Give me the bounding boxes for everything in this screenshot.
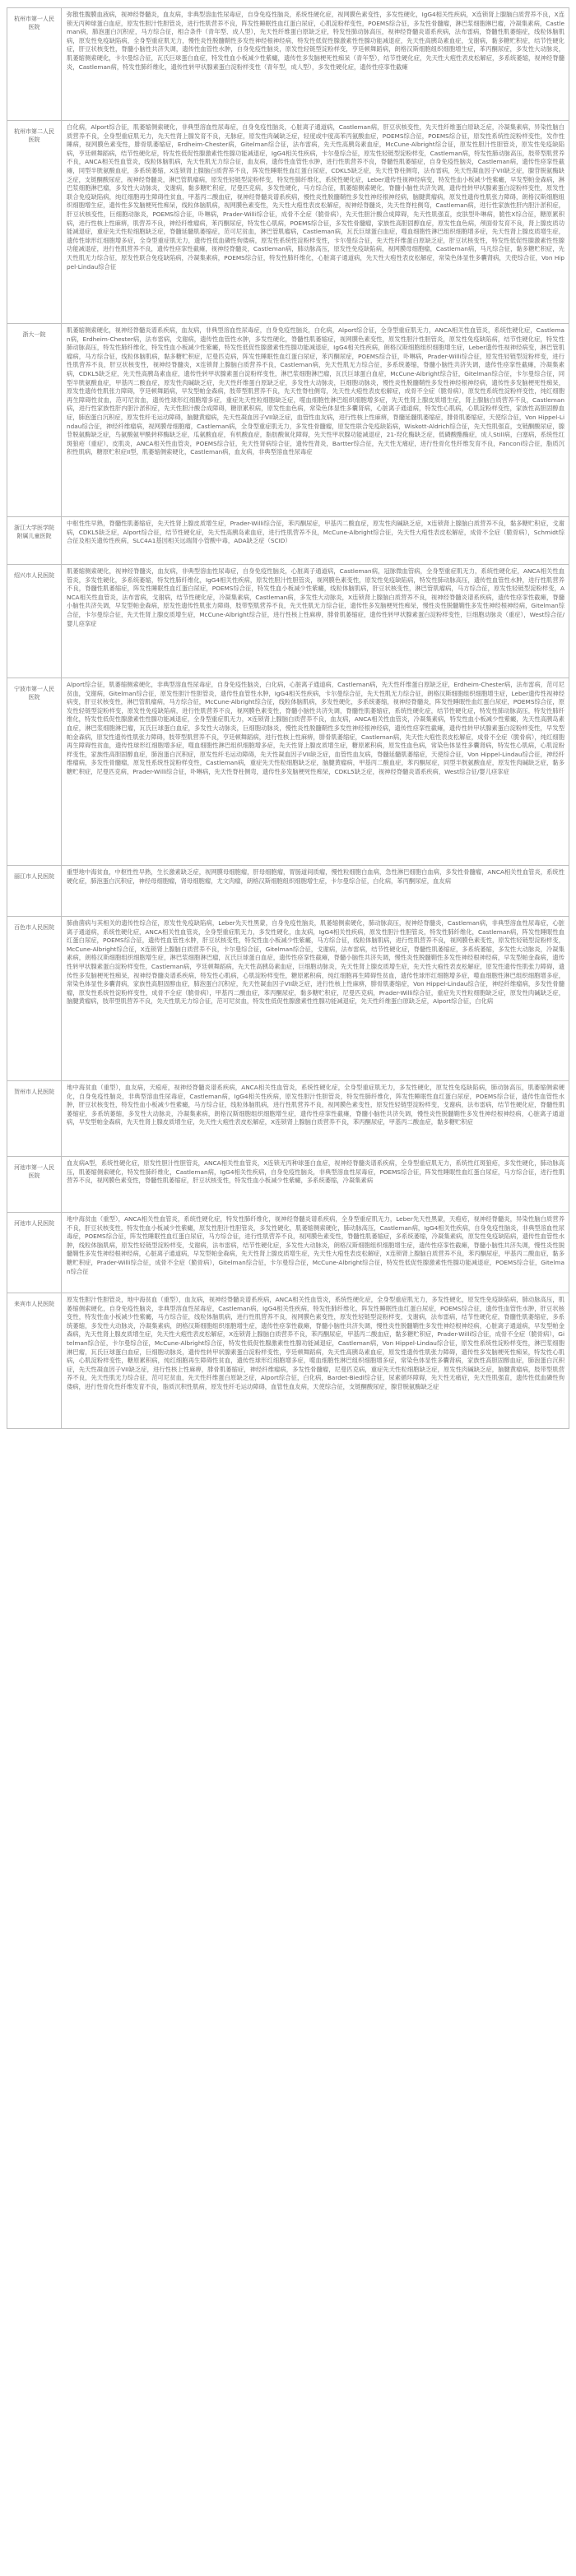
table-row — [7, 565, 569, 678]
table-row — [7, 1081, 569, 1157]
table-row — [7, 1213, 569, 1293]
disease-list: 地中海贫血（重型），血友病，天疱疮，视神经脊髓炎谱系疾病，ANCA相关性血管炎，系统性硬化症，全身型重症肌无力，多发性硬化，原发性免疫缺陷病，肺动脉高压，肌萎缩侧索硬化，自身免疫性脑炎，非典型溶血性尿毒症，Castleman病，IgG4相关性疾病，原发性胆汁性胆管炎，特发性肺纤维化，阵发性睡眠性血红蛋白尿症，POEMS综合征，遗传性血管性水肿，肝豆状核变性，特发性血小板减少性紫癜，马方综合征，线粒体脑肌病，进行性肌营养不良，视网膜色素变性，原发性轻链型淀粉样变，戈谢病，法布雷病，结节性硬化症，脊髓性肌萎缩症，多系统萎缩，多发性大动脉炎，冷凝集素病，朗格汉斯细胞组织细胞增生症，遗传性痉挛性截瘫，脊髓小脑性共济失调，慢性炎性脱髓鞘性多发性神经根神经病，心脏离子通道病，早发型帕金森病，先天性肾上腺皮质增生症，先天性大疱性表皮松解症，X连锁肾上腺脑白质营养不良，苯丙酮尿症，甲基丙二酸血症，黏多糖贮积症 — [62, 1081, 569, 1157]
table-row — [7, 517, 569, 565]
table-row — [7, 121, 569, 324]
hospital-name: 贺州市人民医院 — [7, 1081, 62, 1157]
hospital-name: 浙大一院 — [7, 324, 62, 517]
hospital-name: 杭州市第一人民医院 — [7, 8, 62, 121]
disease-list: 白化病，Alport综合征，肌萎缩侧索硬化，非典型溶血性尿毒症，自身免疫性脑炎，心脏离子通道病，Castleman病，肝豆状核变性，先天性纤维蛋白原缺乏症，冷凝集素病，异染性脑白质营养不良，全身型重症肌无力，先天性肾上腺发育不良，无脉症，原发性肉碱缺乏症，轻度或中度高苯丙氨酸血症，POEMS综合征，POEMS综合征，原发性系统性淀粉样变性，发作性睡病，视网膜色素变性，腓骨肌萎缩症，Erdheim-Chester病，Gitelman综合征，法布雷病，先天性高胰岛素血症，McCune-Albright综合征，原发性胆汁性胆管炎，原发性免疫缺陷病，亨廷顿舞蹈病，结节性硬化症，特发性低促性腺激素性性腺功能减退症，IgG4相关性疾病，卡尔曼综合征，原发性轻链型淀粉样变，Castleman病，特发性肺动脉高压，肢带型肌营养不良，ANCA相关性血管炎，线粒体脑肌病，先天性肌无力综合征，血友病，遗传性血管性水肿，进行性肌营养不良，脊髓性肌萎缩症，自身免疫性脑炎，Castleman病，遗传性痉挛性截瘫，同型半胱氨酸血症，多系统萎缩，X连锁肾上腺脑白质营养不良，阵发性睡眠性血红蛋白尿症，CDKL5缺乏症，先天性脊柱侧弯，法布雷病，先天性凝血因子VII缺乏症，腺苷脱氨酶缺乏症，支链酮酸尿症，视神经脊髓炎，淋巴管肌瘤病，原发性轻链型淀粉样变，特发性肺纤维化，系统性硬化症，Leber遗传性视神经病变，特发性血小板减少性紫癜，早发型帕金森病，淋巴浆细胞淋巴瘤，多发性大动脉炎，戈谢病，黏多糖贮积症，尼曼匹克病，多发性硬化，马方综合征，肌萎缩侧索硬化，脊髓小脑性共济失调，遗传性转甲状腺素蛋白淀粉样变性，原发性联合免疫缺陷病，纯红细胞再生障碍性贫血，甲基丙二酸血症，视神经脊髓炎谱系疾病，慢性炎性脱髓鞘性多发性神经根神经病，脑腱黄瘤病，原发性遗传性肌张力障碍，朗格汉斯细胞组织细胞增生症，遗传性多发脑梗死性痴呆，线粒体脑肌病，视网膜色素变性，先天性大疱性表皮松解症，视神经脊髓炎，先天性脊柱侧弯，Castleman病，进行性家族性肝内胆汁淤积症，肝豆状核变性，巨细胞动脉炎，POEMS综合征，卟啉病，Prader-Willi综合征，成骨不全症（脆骨病），先天性胆汁酸合成障碍，先天性肌强直，皮肤型卟啉病，脆性X综合征，糖原累积病，进行性核上性麻痹，肌营养不良，神经纤维瘤病，苯丙酮尿症，特发性心肌病，POEMS综合征，多发性骨髓瘤，家族性高胆固醇血症，原发性血色病，颅面骨发育不良，肾上腺皮质功能减退症，重症先天性粒细胞缺乏症，脊髓延髓肌萎缩症，范可尼贫血，淋巴管肌瘤病，Castleman病，瓦氏巨球蛋白血症，噬血细胞性淋巴组织细胞增多症，先天性肾上腺皮质增生症，遗传性球形红细胞增多症，全身型重症肌无力，遗传性低血磷性佝偻病，原发性系统性淀粉样变性，卡尔曼综合征，先天性纤维蛋白原缺乏症，肝豆状核变性，特发性低促性腺激素性性腺功能减退症，进行性肌营养不良，遗传性痉挛性截瘫，视神经脊髓炎，Castleman病，肺动脉高压，原发性免疫缺陷病，视网膜母细胞瘤，Castleman病，马凡综合征，黏多糖贮积症，先天性肌无力综合征，原发性联合免疫缺陷病，冷凝集素病，POEMS综合征，特发性肺纤维化，心脏离子通道病，先天性大疱性表皮松解症，常染色体显性多囊肾病，天使综合征，Von Hippel-Lindau综合征 — [62, 121, 569, 324]
hospital-name: 百色市人民医院 — [7, 917, 62, 1081]
disease-list: 原发性胆汁性胆管炎，地中海贫血（重型），血友病，视神经脊髓炎谱系疾病，ANCA相关性血管炎，系统性硬化症，全身型重症肌无力，多发性硬化，原发性免疫缺陷病，肺动脉高压，肌萎缩侧索硬化，自身免疫性脑炎，非典型溶血性尿毒症，Castleman病，IgG4相关性疾病，特发性肺纤维化，阵发性睡眠性血红蛋白尿症，POEMS综合征，遗传性血管性水肿，肝豆状核变性，特发性血小板减少性紫癜，马方综合征，线粒体脑肌病，进行性肌营养不良，视网膜色素变性，原发性轻链型淀粉样变，戈谢病，法布雷病，结节性硬化症，脊髓性肌萎缩症，多系统萎缩，多发性大动脉炎，冷凝集素病，朗格汉斯细胞组织细胞增生症，遗传性痉挛性截瘫，脊髓小脑性共济失调，慢性炎性脱髓鞘性多发性神经根神经病，心脏离子通道病，早发型帕金森病，先天性肾上腺皮质增生症，先天性大疱性表皮松解症，X连锁肾上腺脑白质营养不良，苯丙酮尿症，甲基丙二酸血症，黏多糖贮积症，Prader-Willi综合征，成骨不全症（脆骨病），Gitelman综合征，卡尔曼综合征，McCune-Albright综合征，特发性低促性腺激素性性腺功能减退症，Castleman病，Von Hippel-Lindau综合征，原发性系统性淀粉样变性，淋巴浆细胞淋巴瘤，瓦氏巨球蛋白血症，巨细胞动脉炎，遗传性转甲状腺素蛋白淀粉样变性，亨廷顿舞蹈病，先天性高胰岛素血症，原发性遗传性肌张力障碍，遗传性多发脑梗死性痴呆，特发性心肌病，心肌淀粉样变性，糖原累积病，纯红细胞再生障碍性贫血，遗传性球形红细胞增多症，噬血细胞性淋巴组织细胞增多症，常染色体显性多囊肾病，家族性高胆固醇血症，肺泡蛋白沉积症，先天性凝血因子VII缺乏症，进行性核上性麻痹，腓骨肌萎缩症，神经纤维瘤病，多发性骨髓瘤，尼曼匹克病，重症先天性粒细胞缺乏症，原发性肉碱缺乏症，脑腱黄瘤病，肢带型肌营养不良，先天性肌无力综合征，范可尼贫血，先天性纤维蛋白原缺乏症，Alport综合征，白化病，Bardet-Biedl综合征，尿素循环障碍，先天性无痛症，先天性肌强直，遗传性低血磷性佝偻病，进行性骨化性纤维发育不良，脂质沉积性肌病，原发性纤毛运动障碍，血管性血友病，天使综合征，支链酮酸尿症，腺苷脱氨酶缺乏症 — [62, 1293, 569, 1429]
table-row — [7, 1157, 569, 1213]
disease-list: 肌萎缩侧索硬化，视神经脊髓炎谱系疾病，血友病，非典型溶血性尿毒症，自身免疫性脑炎，白化病，Alport综合征，全身型重症肌无力，ANCA相关性血管炎，系统性硬化症，Castleman病，Erdheim-Chester病，法布雷病，戈谢病，遗传性血管性水肿，多发性硬化，脊髓性肌萎缩症，视网膜色素变性，原发性胆汁性胆管炎，原发性免疫缺陷病，结节性硬化症，特发性肺动脉高压，特发性肺纤维化，特发性血小板减少性紫癜，特发性低促性腺激素性性腺功能减退症，IgG4相关性疾病，朗格汉斯细胞组织细胞增生症，Leber遗传性视神经病变，淋巴管肌瘤病，马方综合征，线粒体脑肌病，黏多糖贮积症，尼曼匹克病，阵发性睡眠性血红蛋白尿症，苯丙酮尿症，POEMS综合征，卟啉病，Prader-Willi综合征，原发性轻链型淀粉样变，进行性肌营养不良，肝豆状核变性，视神经脊髓炎，X连锁肾上腺脑白质营养不良，Castleman病，先天性肌无力综合征，多系统萎缩，脊髓小脑性共济失调，遗传性痉挛性截瘫，冷凝集素病，CDKL5缺乏症，先天性高胰岛素血症，遗传性转甲状腺素蛋白淀粉样变性，淋巴浆细胞淋巴瘤，瓦氏巨球蛋白血症，McCune-Albright综合征，Gitelman综合征，卡尔曼综合征，同型半胱氨酸血症，甲基丙二酸血症，原发性肉碱缺乏症，先天性纤维蛋白原缺乏症，多发性大动脉炎，巨细胞动脉炎，慢性炎性脱髓鞘性多发性神经根神经病，遗传性多发脑梗死性痴呆，原发性遗传性肌张力障碍，亨廷顿舞蹈病，早发型帕金森病，肢带型肌营养不良，先天性脊柱侧弯，先天性大疱性表皮松解症，成骨不全症（脆骨病），原发性系统性淀粉样变性，纯红细胞再生障碍性贫血，范可尼贫血，遗传性球形红细胞增多症，重症先天性粒细胞缺乏症，噬血细胞性淋巴组织细胞增多症，先天性肾上腺皮质增生症，肾上腺脑白质营养不良，Castleman病，进行性家族性肝内胆汁淤积症，先天性胆汁酸合成障碍，糖原累积病，原发性血色病，常染色体显性多囊肾病，心脏离子通道病，特发性心肌病，心肌淀粉样变性，家族性高胆固醇血症，肺泡蛋白沉积症，原发性纤毛运动障碍，脑腱黄瘤病，先天性凝血因子VII缺乏症，血管性血友病，进行性核上性麻痹，脊髓延髓肌萎缩症，腓骨肌萎缩症，天使综合征，Von Hippel-Lindau综合征，神经纤维瘤病，视网膜母细胞瘤，Castleman病，全身型重症肌无力，多发性骨髓瘤，原发性联合免疫缺陷病，Wiskott-Aldrich综合征，先天性肌强直，支链酮酸尿症，腺苷脱氨酶缺乏症，鸟氨酸氨甲酰转移酶缺乏症，瓜氨酸血症，有机酸血症，脂肪酸氧化障碍，先天性甲状腺功能减退症，21-羟化酶缺乏症，低磷酸酯酶症，成人Still病，白塞病，系统性红斑狼疮（重症），皮肌炎，ANCA相关性血管炎，POEMS综合征，先天性肾病综合征，遗传性肾炎，Bartter综合征，先天性无痛症，进行性骨化性纤维发育不良，Fanconi综合征，脂质沉积性肌病，糖原贮积症II型，肌萎缩侧索硬化，Castleman病，血友病，非典型溶血性尿毒症 — [62, 324, 569, 517]
hospital-disease-table — [7, 7, 569, 1429]
table-row — [7, 678, 569, 866]
table-row — [7, 1293, 569, 1429]
disease-list: 血友病A型，系统性硬化症，原发性胆汁性胆管炎，ANCA相关性血管炎，X连锁无丙种球蛋白血症，视神经脊髓炎谱系疾病，全身型重症肌无力，系统性红斑狼疮，多发性硬化，肺动脉高压，肌萎缩侧索硬化，特发性肺纤维化，Castleman病，IgG4相关性疾病，自身免疫性脑炎，非典型溶血性尿毒症，POEMS综合征，阵发性睡眠性血红蛋白尿症，马方综合征，进行性肌营养不良，视网膜色素变性，脊髓性肌萎缩症，肝豆状核变性，特发性血小板减少性紫癜，多系统萎缩，冷凝集素病 — [62, 1157, 569, 1213]
hospital-name: 浙江大学医学院附属儿童医院 — [7, 517, 62, 565]
disease-list: 肺曲菌病与其相关的遗传性综合征，原发性免疫缺陷病，Leber先天性黑蒙，自身免疫性脑炎，肌萎缩侧索硬化，肺动脉高压，视神经脊髓炎，Castleman病，非典型溶血性尿毒症，心脏离子通道病，系统性硬化症，ANCA相关性血管炎，全身型重症肌无力，多发性硬化，血友病，IgG4相关性疾病，原发性胆汁性胆管炎，特发性肺纤维化，Castleman病，阵发性睡眠性血红蛋白尿症，POEMS综合征，遗传性血管性水肿，肝豆状核变性，特发性血小板减少性紫癜，马方综合征，线粒体脑肌病，进行性肌营养不良，视网膜色素变性，原发性轻链型淀粉样变，McCune-Albright综合征，X连锁肾上腺脑白质营养不良，卡尔曼综合征，Gitelman综合征，戈谢病，法布雷病，结节性硬化症，脊髓性肌萎缩症，多系统萎缩，多发性大动脉炎，冷凝集素病，朗格汉斯细胞组织细胞增生症，淋巴浆细胞淋巴瘤，瓦氏巨球蛋白血症，遗传性痉挛性截瘫，脊髓小脑性共济失调，慢性炎性脱髓鞘性多发性神经根神经病，早发型帕金森病，遗传性转甲状腺素蛋白淀粉样变性，Castleman病，亨廷顿舞蹈病，先天性高胰岛素血症，巨细胞动脉炎，先天性肾上腺皮质增生症，先天性大疱性表皮松解症，原发性遗传性肌张力障碍，遗传性多发脑梗死性痴呆，视神经脊髓炎谱系疾病，特发性心肌病，心肌淀粉样变性，糖原累积病，纯红细胞再生障碍性贫血，遗传性球形红细胞增多症，噬血细胞性淋巴组织细胞增多症，常染色体显性多囊肾病，家族性高胆固醇血症，肺泡蛋白沉积症，先天性凝血因子VII缺乏症，进行性核上性麻痹，腓骨肌萎缩症，Von Hippel-Lindau综合征，神经纤维瘤病，多发性骨髓瘤，原发性系统性淀粉样变性，成骨不全症（脆骨病），甲基丙二酸血症，苯丙酮尿症，黏多糖贮积症，尼曼匹克病，Prader-Willi综合征，重症先天性粒细胞缺乏症，原发性肉碱缺乏症，脑腱黄瘤病，肢带型肌营养不良，先天性肌无力综合征，范可尼贫血，特发性低促性腺激素性性腺功能减退症，先天性纤维蛋白原缺乏症，Alport综合征，白化病 — [62, 917, 569, 1081]
hospital-name: 丽江市人民医院 — [7, 866, 62, 917]
table-row — [7, 324, 569, 517]
disease-list: 肌萎缩侧索硬化，视神经脊髓炎，血友病，非典型溶血性尿毒症，自身免疫性脑炎，心脏离子通道病，Castleman病，冠脉微血管病，全身型重症肌无力，系统性硬化症，ANCA相关性血管炎，多发性硬化，多系统萎缩，特发性肺纤维化，IgG4相关性疾病，原发性胆汁性胆管炎，视网膜色素变性，原发性免疫缺陷病，特发性肺动脉高压，遗传性血管性水肿，进行性肌营养不良，脊髓性肌萎缩症，阵发性睡眠性血红蛋白尿症，POEMS综合征，特发性血小板减少性紫癜，线粒体脑肌病，肝豆状核变性，淋巴管肌瘤病，马方综合征，原发性轻链型淀粉样变，ANCA相关性血管炎，法布雷病，戈谢病，结节性硬化症，冷凝集素病，Castleman病，多发性大动脉炎，X连锁肾上腺脑白质营养不良，视神经脊髓炎谱系疾病，遗传性痉挛性截瘫，脊髓小脑性共济失调，早发型帕金森病，原发性遗传性肌张力障碍，肢带型肌营养不良，先天性肌无力综合征，遗传性多发脑梗死性痴呆，慢性炎性脱髓鞘性多发性神经根神经病，Gitelman综合征，卡尔曼综合征，先天性肾上腺皮质增生症，McCune-Albright综合征，进行性核上性麻痹，腓骨肌萎缩症，遗传性转甲状腺素蛋白淀粉样变性，巨细胞动脉炎（重症），West综合征/婴儿痉挛症 — [62, 565, 569, 678]
hospital-name: 河池市第一人民医院 — [7, 1157, 62, 1213]
disease-list: Alport综合征，肌萎缩侧索硬化，非典型溶血性尿毒症，自身免疫性脑炎，白化病，心脏离子通道病，Castleman病，先天性纤维蛋白原缺乏症，Erdheim-Chester病，法布雷病，范可尼贫血，戈谢病，Gitelman综合征，原发性胆汁性胆管炎，遗传性血管性水肿，IgG4相关性疾病，卡尔曼综合征，先天性肌无力综合征，朗格汉斯细胞组织细胞增生症，Leber遗传性视神经病变，肝豆状核变性，淋巴管肌瘤病，马方综合征，McCune-Albright综合征，线粒体脑肌病，多发性硬化，多系统萎缩，视神经脊髓炎，阵发性睡眠性血红蛋白尿症，POEMS综合征，原发性轻链型淀粉样变，原发性免疫缺陷病，进行性肌营养不良，视网膜色素变性，脊髓小脑性共济失调，脊髓性肌萎缩症，系统性硬化症，结节性硬化症，特发性肺动脉高压，特发性肺纤维化，特发性低促性腺激素性性腺功能减退症，全身型重症肌无力，X连锁肾上腺脑白质营养不良，血友病，ANCA相关性血管炎，冷凝集素病，特发性血小板减少性紫癜，先天性高胰岛素血症，淋巴浆细胞淋巴瘤，瓦氏巨球蛋白血症，多发性大动脉炎，巨细胞动脉炎，慢性炎性脱髓鞘性多发性神经根神经病，遗传性痉挛性截瘫，遗传性转甲状腺素蛋白淀粉样变性，早发型帕金森病，原发性遗传性肌张力障碍，肢带型肌营养不良，亨廷顿舞蹈病，进行性核上性麻痹，腓骨肌萎缩症，Castleman病，先天性大疱性表皮松解症，成骨不全症（脆骨病），纯红细胞再生障碍性贫血，遗传性球形红细胞增多症，噬血细胞性淋巴组织细胞增多症，先天性肾上腺皮质增生症，糖原累积病，原发性血色病，常染色体显性多囊肾病，特发性心肌病，心肌淀粉样变性，家族性高胆固醇血症，肺泡蛋白沉积症，原发性纤毛运动障碍，先天性凝血因子VII缺乏症，血管性血友病，脊髓延髓肌萎缩症，天使综合征，Von Hippel-Lindau综合征，神经纤维瘤病，多发性骨髓瘤，原发性系统性淀粉样变性，Castleman病，重症先天性粒细胞缺乏症，脑腱黄瘤病，甲基丙二酸血症，苯丙酮尿症，同型半胱氨酸血症，原发性肉碱缺乏症，黏多糖贮积症，尼曼匹克病，Prader-Willi综合征，卟啉病，先天性脊柱侧弯，遗传性多发脑梗死性痴呆，CDKL5缺乏症，视神经脊髓炎谱系疾病，West综合征/婴儿痉挛症 — [62, 678, 569, 866]
hospital-name: 来宾市人民医院 — [7, 1293, 62, 1429]
disease-list: 中枢性性早熟，脊髓性肌萎缩症，先天性肾上腺皮质增生症，Prader-Willi综合征，苯丙酮尿症，甲基丙二酸血症，原发性肉碱缺乏症，X连锁肾上腺脑白质营养不良，黏多糖贮积症，戈谢病，CDKL5缺乏症，Alport综合征，结节性硬化症，先天性高胰岛素血症，进行性肌营养不良，McCune-Albright综合征，先天性大疱性表皮松解症，成骨不全症（脆骨病），Schmidt综合征及相关遗传性疾病，SLC4A1基因相关远端肾小管酸中毒，ADA缺乏症（SCID） — [62, 517, 569, 565]
hospital-name: 绍兴市人民医院 — [7, 565, 62, 678]
disease-list: 地中海贫血（重型），ANCA相关性血管炎，系统性硬化症，特发性肺纤维化，视神经脊髓炎谱系疾病，全身型重症肌无力，Leber先天性黑蒙，天疱疮，视神经脊髓炎，异染性脑白质营养不良，肝豆状核变性，特发性血小板减少性紫癜，原发性胆汁性胆管炎，多发性硬化，肌萎缩侧索硬化，肺动脉高压，Castleman病，IgG4相关性疾病，自身免疫性脑炎，非典型溶血性尿毒症，POEMS综合征，阵发性睡眠性血红蛋白尿症，马方综合征，进行性肌营养不良，视网膜色素变性，脊髓性肌萎缩症，多系统萎缩，冷凝集素病，原发性免疫缺陷病，遗传性血管性水肿，线粒体脑肌病，原发性轻链型淀粉样变，戈谢病，法布雷病，结节性硬化症，多发性大动脉炎，朗格汉斯细胞组织细胞增生症，遗传性痉挛性截瘫，脊髓小脑性共济失调，慢性炎性脱髓鞘性多发性神经根神经病，心脏离子通道病，早发型帕金森病，先天性肾上腺皮质增生症，先天性大疱性表皮松解症，X连锁肾上腺脑白质营养不良，苯丙酮尿症，甲基丙二酸血症，黏多糖贮积症，Prader-Willi综合征，成骨不全症（脆骨病），Gitelman综合征，卡尔曼综合征，McCune-Albright综合征，特发性低促性腺激素性性腺功能减退症，POEMS综合征，Gitelman综合征 — [62, 1213, 569, 1293]
hospital-name: 杭州市第二人民医院 — [7, 121, 62, 324]
table-row — [7, 8, 569, 121]
hospital-name: 宁波市第一人民医院 — [7, 678, 62, 866]
disease-list: 弥散性腹膜血液病，视神经脊髓炎，血友病，非典型溶血性尿毒症，自身免疫性脑炎，系统性硬化症，视网膜色素变性，多发性硬化，IgG4相关性疾病，X连锁肾上腺脑白质营养不良，X连锁无丙种球蛋白血症，原发性胆汁性胆管炎，进行性肌营养不良，阵发性睡眠性血红蛋白尿症，心肌淀粉样变性，POEMS综合征，多发性骨髓瘤，淋巴浆细胞淋巴瘤，冷凝集素病，Castleman病，肺泡蛋白沉积症，马方综合征，相合条件（青年型、成人型），先天性纤维蛋白原缺乏症，特发性肺动脉高压，视神经脊髓炎谱系疾病，法布雷病，脊髓性肌萎缩症，线粒体脑肌病，原发性免疫缺陷病，全身型重症肌无力，慢性炎性脱髓鞘性多发性神经根神经病，特发性低促性腺激素性性腺功能减退症，先天性高胰岛素血症，戈谢病，黏多糖贮积症，结节性硬化症，肝豆状核变性，脊髓小脑性共济失调，遗传性血管性水肿，自身免疫性脑炎，原发性轻链型淀粉样变，亨廷顿舞蹈病，朗格汉斯细胞组织细胞增生症，苯丙酮尿症，多发性大动脉炎，肌萎缩侧索硬化，卡尔曼综合征，瓦氏巨球蛋白血症，特发性血小板减少性紫癜，遗传性多发脑梗死性痴呆（青年型），结节性硬化症，先天性大疱性表皮松解症，多系统萎缩，视神经脊髓炎，Castleman病，特发性肺纤维化，遗传性转甲状腺素蛋白淀粉样变性（青年型，成人型），多发性硬化症，遗传性痉挛性截瘫 — [62, 8, 569, 121]
disease-list: 重型地中海贫血，中枢性性早熟，生长激素缺乏症，视网膜母细胞瘤，肝母细胞瘤，胃肠道间质瘤，慢性粒细胞白血病，急性淋巴细胞白血病，多发性骨髓瘤，ANCA相关性血管炎，系统性硬化症，肺泡蛋白沉积症，神经母细胞瘤，肾母细胞瘤，尤文肉瘤，朗格汉斯细胞组织细胞增生症，卡尔曼综合征，白化病，苯丙酮尿症，血友病 — [62, 866, 569, 917]
table-row — [7, 866, 569, 917]
hospital-name: 河池市人民医院 — [7, 1213, 62, 1293]
table-row — [7, 917, 569, 1081]
